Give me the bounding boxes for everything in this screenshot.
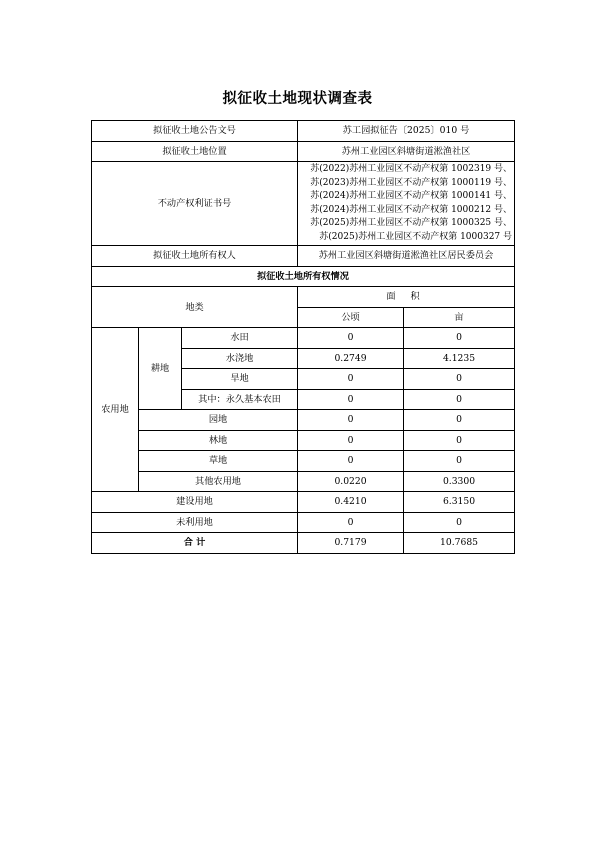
owner-label: 拟征收土地所有权人 <box>92 246 298 267</box>
table-row <box>92 246 515 267</box>
row-hectare: 0 <box>298 430 404 451</box>
row-mu: 6.3150 <box>404 492 515 513</box>
survey-table <box>91 120 515 554</box>
row-mu: 4.1235 <box>404 348 515 369</box>
table-row <box>92 141 515 162</box>
owner-value: 苏州工业园区斜塘街道淞渔社区居民委员会 <box>298 246 515 267</box>
row-hectare: 0 <box>298 369 404 390</box>
table-row <box>92 266 515 287</box>
unit-mu: 亩 <box>404 307 515 328</box>
table-row <box>92 328 515 349</box>
row-name: 园地 <box>139 410 298 431</box>
table-row <box>92 471 515 492</box>
table-row <box>92 492 515 513</box>
row-hectare: 0 <box>298 328 404 349</box>
row-hectare: 0 <box>298 451 404 472</box>
total-label: 合 计 <box>92 533 298 554</box>
row-name: 建设用地 <box>92 492 298 513</box>
row-name: 其中：永久基本农田 <box>182 389 298 410</box>
total-row <box>92 533 515 554</box>
row-mu: 0 <box>404 430 515 451</box>
cert-line: 苏(2023)苏州工业园区不动产权第 1000119 号、 <box>310 177 513 188</box>
row-name: 其他农用地 <box>139 471 298 492</box>
row-hectare: 0 <box>298 512 404 533</box>
cert-line: 苏(2024)苏州工业园区不动产权第 1000141 号、 <box>310 191 513 201</box>
row-hectare: 0.2749 <box>298 348 404 369</box>
cert-line: 苏(2025)苏州工业园区不动产权第 1000325 号、 <box>310 218 513 228</box>
land-type-header: 地类 <box>92 287 298 328</box>
row-hectare: 0 <box>298 389 404 410</box>
table-row <box>92 121 515 142</box>
section-title: 拟征收土地所有权情况 <box>92 266 515 287</box>
cultivated-label: 耕地 <box>139 328 182 410</box>
cert-line: 苏(2025)苏州工业园区不动产权第 1000327 号 <box>319 231 513 242</box>
table-row <box>92 451 515 472</box>
row-mu: 0 <box>404 389 515 410</box>
table-row <box>92 287 515 308</box>
cert-line: 苏(2022)苏州工业园区不动产权第 1002319 号、 <box>310 164 513 174</box>
table-row <box>92 410 515 431</box>
row-name: 水田 <box>182 328 298 349</box>
area-header: 面 积 <box>298 287 515 308</box>
row-hectare: 0.0220 <box>298 471 404 492</box>
location-label: 拟征收土地位置 <box>92 141 298 162</box>
cert-label: 不动产权利证书号 <box>92 162 298 246</box>
notice-label: 拟征收土地公告文号 <box>92 121 298 142</box>
row-hectare: 0 <box>298 410 404 431</box>
agri-label: 农用地 <box>92 328 139 492</box>
row-hectare: 0.4210 <box>298 492 404 513</box>
row-name: 草地 <box>139 451 298 472</box>
row-name: 旱地 <box>182 369 298 390</box>
table-row <box>92 430 515 451</box>
row-mu: 0 <box>404 451 515 472</box>
unit-hectare: 公顷 <box>298 307 404 328</box>
total-hectare: 0.7179 <box>298 533 404 554</box>
row-mu: 0.3300 <box>404 471 515 492</box>
row-mu: 0 <box>404 369 515 390</box>
row-mu: 0 <box>404 410 515 431</box>
row-name: 水浇地 <box>182 348 298 369</box>
row-mu: 0 <box>404 328 515 349</box>
table-row <box>92 162 515 246</box>
cert-line: 苏(2024)苏州工业园区不动产权第 1000212 号、 <box>310 204 513 215</box>
table-row <box>92 512 515 533</box>
location-value: 苏州工业园区斜塘街道淞渔社区 <box>298 141 515 162</box>
row-name: 林地 <box>139 430 298 451</box>
row-name: 未利用地 <box>92 512 298 533</box>
row-mu: 0 <box>404 512 515 533</box>
total-mu: 10.7685 <box>404 533 515 554</box>
cert-list <box>298 162 515 246</box>
notice-value: 苏工园拟征告〔2025〕010 号 <box>298 121 515 142</box>
page-title: 拟征收土地现状调查表 <box>222 91 373 107</box>
